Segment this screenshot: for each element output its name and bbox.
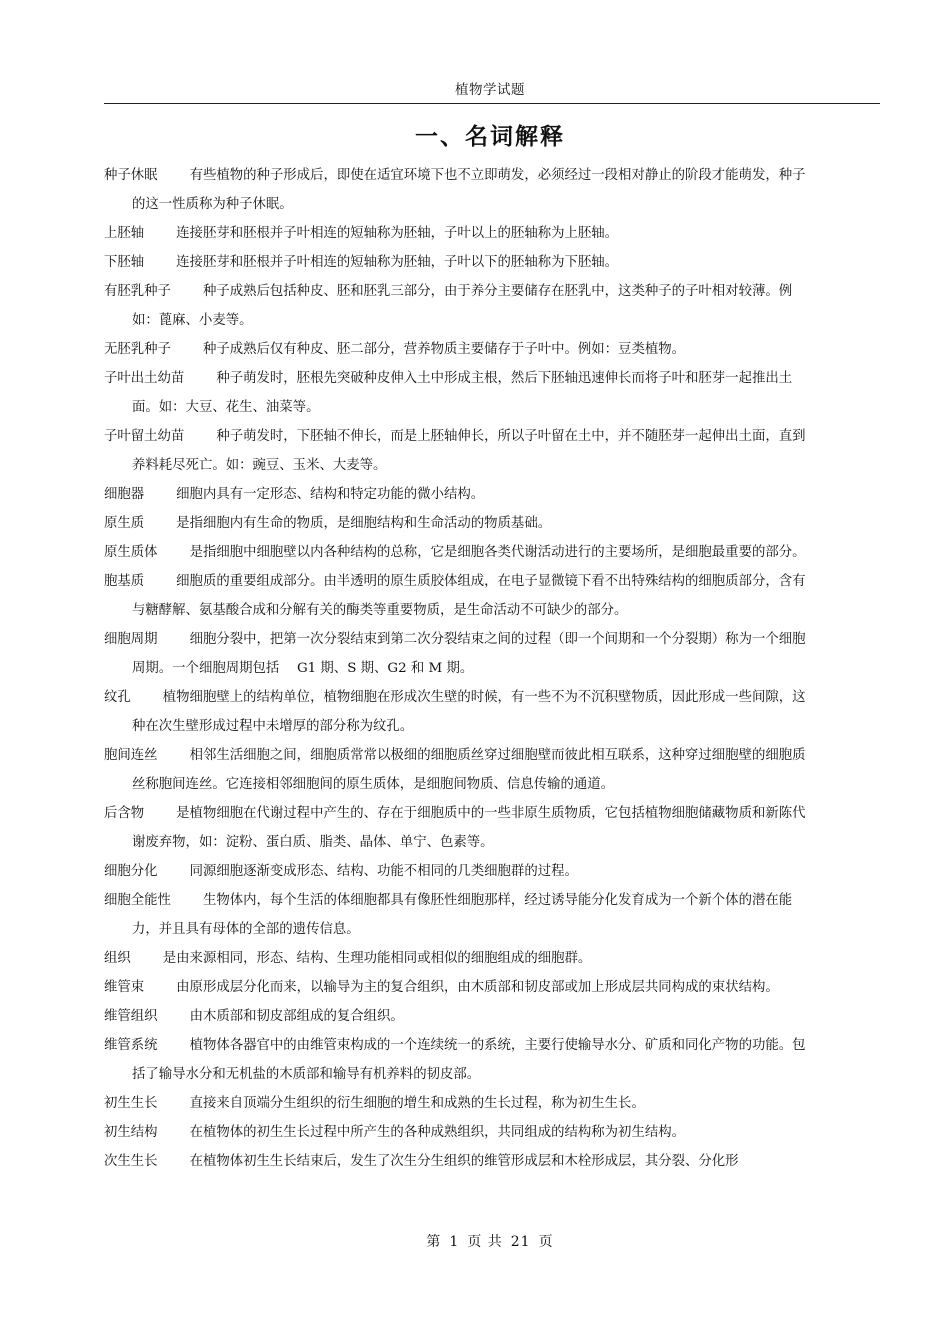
term: 子叶留土幼苗 (104, 429, 185, 444)
definition-entry (104, 683, 816, 741)
term: 维管系统 (104, 1038, 158, 1053)
definition-entry (104, 480, 816, 509)
term: 初生结构 (104, 1125, 158, 1140)
definition: 细胞内具有一定形态、结构和特定功能的微小结构。 (176, 487, 485, 502)
term: 纹孔 (104, 690, 131, 705)
term: 维管组织 (104, 1009, 158, 1024)
definition-entry (104, 161, 816, 219)
definition: 细胞质的重要组成部分。由半透明的原生质胶体组成，在电子显微镜下看不出特殊结构的细胞质部分，含有与糖酵解、氨基酸合成和分解有关的酶类等重要物质，是生命活动不可缺少的部分。 (132, 574, 806, 618)
definition-entry (104, 1089, 816, 1118)
definition-entry (104, 1002, 816, 1031)
definition: 种子萌发时，下胚轴不伸长，而是上胚轴伸长，所以子叶留在土中，并不随胚芽一起伸出土面，直到养料耗尽死亡。如：豌豆、玉米、大麦等。 (132, 429, 806, 473)
definition: 由木质部和韧皮部组成的复合组织。 (189, 1009, 404, 1024)
definition-entry (104, 1118, 816, 1147)
definition-entry (104, 741, 816, 799)
definition-entry (104, 973, 816, 1002)
definition: 种子萌发时，胚根先突破种皮伸入土中形成主根，然后下胚轴迅速伸长而将子叶和胚芽一起推出土面。如：大豆、花生、油菜等。 (132, 371, 793, 415)
term: 次生生长 (104, 1154, 158, 1169)
term: 有胚乳种子 (104, 284, 171, 299)
definition-entry (104, 1031, 816, 1089)
term: 初生生长 (104, 1096, 158, 1111)
definition: 连接胚芽和胚根并子叶相连的短轴称为胚轴，子叶以上的胚轴称为上胚轴。 (176, 226, 619, 241)
definition: 是植物细胞在代谢过程中产生的、存在于细胞质中的一些非原生质物质，它包括植物细胞储藏物质和新陈代谢废弃物，如：淀粉、蛋白质、脂类、晶体、单宁、色素等。 (132, 806, 806, 850)
term: 细胞全能性 (104, 893, 171, 908)
term: 胞基质 (104, 574, 145, 589)
definition: 在植物体的初生生长过程中所产生的各种成熟组织，共同组成的结构称为初生结构。 (189, 1125, 686, 1140)
definition-entry (104, 538, 816, 567)
term: 后含物 (104, 806, 145, 821)
term: 无胚乳种子 (104, 342, 171, 357)
footer-prefix: 第 (426, 1234, 442, 1250)
term: 种子休眠 (104, 168, 158, 183)
definition-entry (104, 625, 816, 683)
header-divider (104, 103, 880, 104)
definition: 由原形成层分化而来，以输导为主的复合组织，由木质部和韧皮部或加上形成层共同构成的束状结构。 (176, 980, 779, 995)
footer-suffix: 页 (538, 1234, 554, 1250)
term: 胞间连丝 (104, 748, 158, 763)
definition: 在植物体初生生长结束后，发生了次生分生组织的维管形成层和木栓形成层，其分裂、分化形 (189, 1154, 739, 1169)
term: 细胞分化 (104, 864, 158, 879)
definition: 生物体内，每个生活的体细胞都具有像胚性细胞那样，经过诱导能分化发育成为一个新个体的潜在能力，并且具有母体的全部的遗传信息。 (132, 893, 793, 937)
definition-entry (104, 1147, 816, 1176)
term: 原生质体 (104, 545, 158, 560)
definition-entry (104, 857, 816, 886)
term: 细胞器 (104, 487, 145, 502)
definition: 种子成熟后包括种皮、胚和胚乳三部分，由于养分主要储存在胚乳中，这类种子的子叶相对较薄。例如：蓖麻、小麦等。 (132, 284, 793, 328)
term: 维管束 (104, 980, 145, 995)
page-header-title: 植物学试题 (455, 82, 525, 98)
definition: 同源细胞逐渐变成形态、结构、功能不相同的几类细胞群的过程。 (189, 864, 578, 879)
definition: 植物细胞壁上的结构单位，植物细胞在形成次生壁的时候，有一些不为不沉积壁物质，因此形成一些间隙，这种在次生壁形成过程中未增厚的部分称为纹孔。 (132, 690, 806, 734)
definition: 有些植物的种子形成后，即使在适宜环境下也不立即萌发，必须经过一段相对静止的阶段才能萌发，种子的这一性质称为种子休眠。 (132, 168, 806, 212)
term: 原生质 (104, 516, 145, 531)
term: 上胚轴 (104, 226, 145, 241)
definition-entry (104, 219, 816, 248)
definition: 直接来自顶端分生组织的衍生细胞的增生和成熟的生长过程，称为初生生长。 (189, 1096, 645, 1111)
definition: 植物体各器官中的由维管束构成的一个连续统一的系统，主要行使输导水分、矿质和同化产物的功能。包括了输导水分和无机盐的木质部和输导有机养料的韧皮部。 (132, 1038, 806, 1082)
definition-entry (104, 799, 816, 857)
definition-entry (104, 364, 816, 422)
term: 组织 (104, 951, 131, 966)
definition: 连接胚芽和胚根并子叶相连的短轴称为胚轴，子叶以下的胚轴称为下胚轴。 (176, 255, 619, 270)
section-title: 一、名词解释 (415, 123, 565, 150)
definition-entry (104, 422, 816, 480)
definition: 是由来源相同，形态、结构、生理功能相同或相似的细胞组成的细胞群。 (162, 951, 592, 966)
definition-entry (104, 567, 816, 625)
definition-entry (104, 335, 816, 364)
definition: 是指细胞中细胞壁以内各种结构的总称，它是细胞各类代谢活动进行的主要场所，是细胞最重要的部分。 (189, 545, 806, 560)
definition: 细胞分裂中，把第一次分裂结束到第二次分裂结束之间的过程（即一个间期和一个分裂期）称为一个细胞周期。一个细胞周期包括 G1 期、S 期、G2 和 M 期。 (132, 632, 806, 676)
definition: 种子成熟后仅有种皮、胚二部分，营养物质主要储存于子叶中。例如：豆类植物。 (202, 342, 686, 357)
footer-total-pages: 21 (510, 1234, 531, 1250)
definition: 是指细胞内有生命的物质，是细胞结构和生命活动的物质基础。 (176, 516, 552, 531)
definition: 相邻生活细胞之间，细胞质常常以极细的细胞质丝穿过细胞壁而彼此相互联系，这种穿过细胞壁的细胞质丝称胞间连丝。它连接相邻细胞间的原生质体，是细胞间物质、信息传输的通道。 (132, 748, 806, 792)
definition-entry (104, 886, 816, 944)
term: 下胚轴 (104, 255, 145, 270)
definition-entry (104, 277, 816, 335)
footer-mid: 页 共 (467, 1234, 503, 1250)
definition-entry (104, 944, 816, 973)
definition-entry (104, 248, 816, 277)
term: 细胞周期 (104, 632, 158, 647)
footer-page-number: 1 (449, 1234, 460, 1250)
definition-list (104, 161, 816, 1176)
definition-entry (104, 509, 816, 538)
page-footer (0, 1231, 950, 1251)
term: 子叶出土幼苗 (104, 371, 185, 386)
